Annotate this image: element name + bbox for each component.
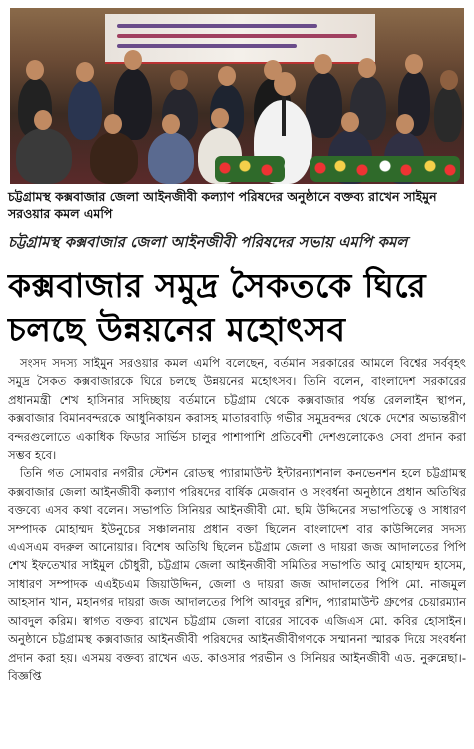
- event-banner: [105, 14, 375, 64]
- headline-line-1: কক্সবাজার সমুদ্র সৈকতকে ঘিরে: [8, 266, 427, 305]
- article-kicker: চট্টগ্রামস্থ কক্সবাজার জেলা আইনজীবী পরিষদের সভায় এমপি কমল: [8, 233, 408, 251]
- headline-line-2: চলছে উন্নয়নের মহোৎসব: [8, 310, 346, 349]
- article-headline: [8, 264, 466, 352]
- photo-caption: চট্টগ্রামস্থ কক্সবাজার জেলা আইনজীবী কল্যাণ পরিষদের অনুষ্ঠানে বক্তব্য রাখেন সাইমুন সরওয়ার কমল এমপি: [8, 189, 437, 221]
- news-photo: [10, 8, 464, 184]
- article-body: [8, 354, 466, 685]
- article-paragraph: তিনি গত সোমবার নগরীর স্টেশন রোডস্থ প্যারামাউন্ট ইন্টারন্যাশনাল কনভেনশন হলে চট্টগ্রামস্থ কক্সবাজার জেলা আইনজীবী কল্যাণ পরিষদের বার্ষিক মেজবান ও সংবর্ধনা অনুষ্ঠানে প্রধান অতিথির বক্তব্যে এসব কথা বলেন। সভাপতি সিনিয়র আইনজীবী মো. ছমি উদ্দিনের সভাপতিত্বে ও সাধারণ সম্পাদক মোহাম্মদ ইউনুচের সঞ্চালনায় প্রধান বক্তা ছিলেন বাংলাদেশ বার কাউন্সিলের সদস্য এএসএম বদরুল আনোয়ার। বিশেষ অতিথি ছিলেন চট্টগ্রাম জেলা ও দায়রা জজ আদালতের পিপি শেখ ইফতেখার সাইমুল চৌধুরী, চট্টগ্রাম জেলা আইনজীবী সমিতির সভাপতি আবু মোহাম্মদ হাসেম, সাধারণ সম্পাদক এএইচএম জিয়াউদ্দিন, জেলা ও দায়রা জজ আদালতের পিপি মো. নাজমুল আহসান খান, মহানগর দায়রা জজ আদালতের পিপি আবদুর রশিদ, প্যারামাউন্ট গ্রুপের চেয়ারম্যান আবদুল করিম। স্বাগত বক্তব্য রাখেন চট্টগ্রাম জেলা বারের সাবেক এজিএস মো. কবির হোসাইন। অনুষ্ঠানে চট্টগ্রামস্থ কক্সবাজার আইনজীবী পরিষদের আইনজীবীগণকে সম্মাননা স্মারক দিয়ে সংবর্ধনা প্রদান করা হয়। এসময় বক্তব্য রাখেন এড. কাওসার পরভীন ও সিনিয়র আইনজীবী এড. নুরুন্নেছা।-বিজ্ঞপ্তি: [8, 466, 466, 683]
- article-paragraph: সংসদ সদস্য সাইমুন সরওয়ার কমল এমপি বলেছেন, বর্তমান সরকারের আমলে বিশ্বের সর্ববৃহৎ সমুদ্র সৈকত কক্সবাজারকে ঘিরে চলছে উন্নয়নের মহোৎসব। তিনি বলেন, বাংলাদেশ সরকারের প্রধানমন্ত্রী শেখ হাসিনার সদিচ্ছায় বর্তমানে চট্টগ্রাম থেকে কক্সবাজার পর্যন্ত রেললাইন স্থাপন, কক্সবাজার বিমানবন্দরকে আধুনিকায়ন করাসহ মাতারবাড়ি গভীর সমুদ্রবন্দর থেকে দেশের অভ্যন্তরীণ বন্দরগুলোতে একাধিক ফিডার সার্ভিস চালুর পাশাপাশি প্রতিবেশী দেশগুলোকেও সেবা প্রদান করা সম্ভব হবে।: [8, 356, 466, 463]
- flower-decoration-left: [215, 156, 285, 182]
- flower-decoration-right: [310, 156, 460, 182]
